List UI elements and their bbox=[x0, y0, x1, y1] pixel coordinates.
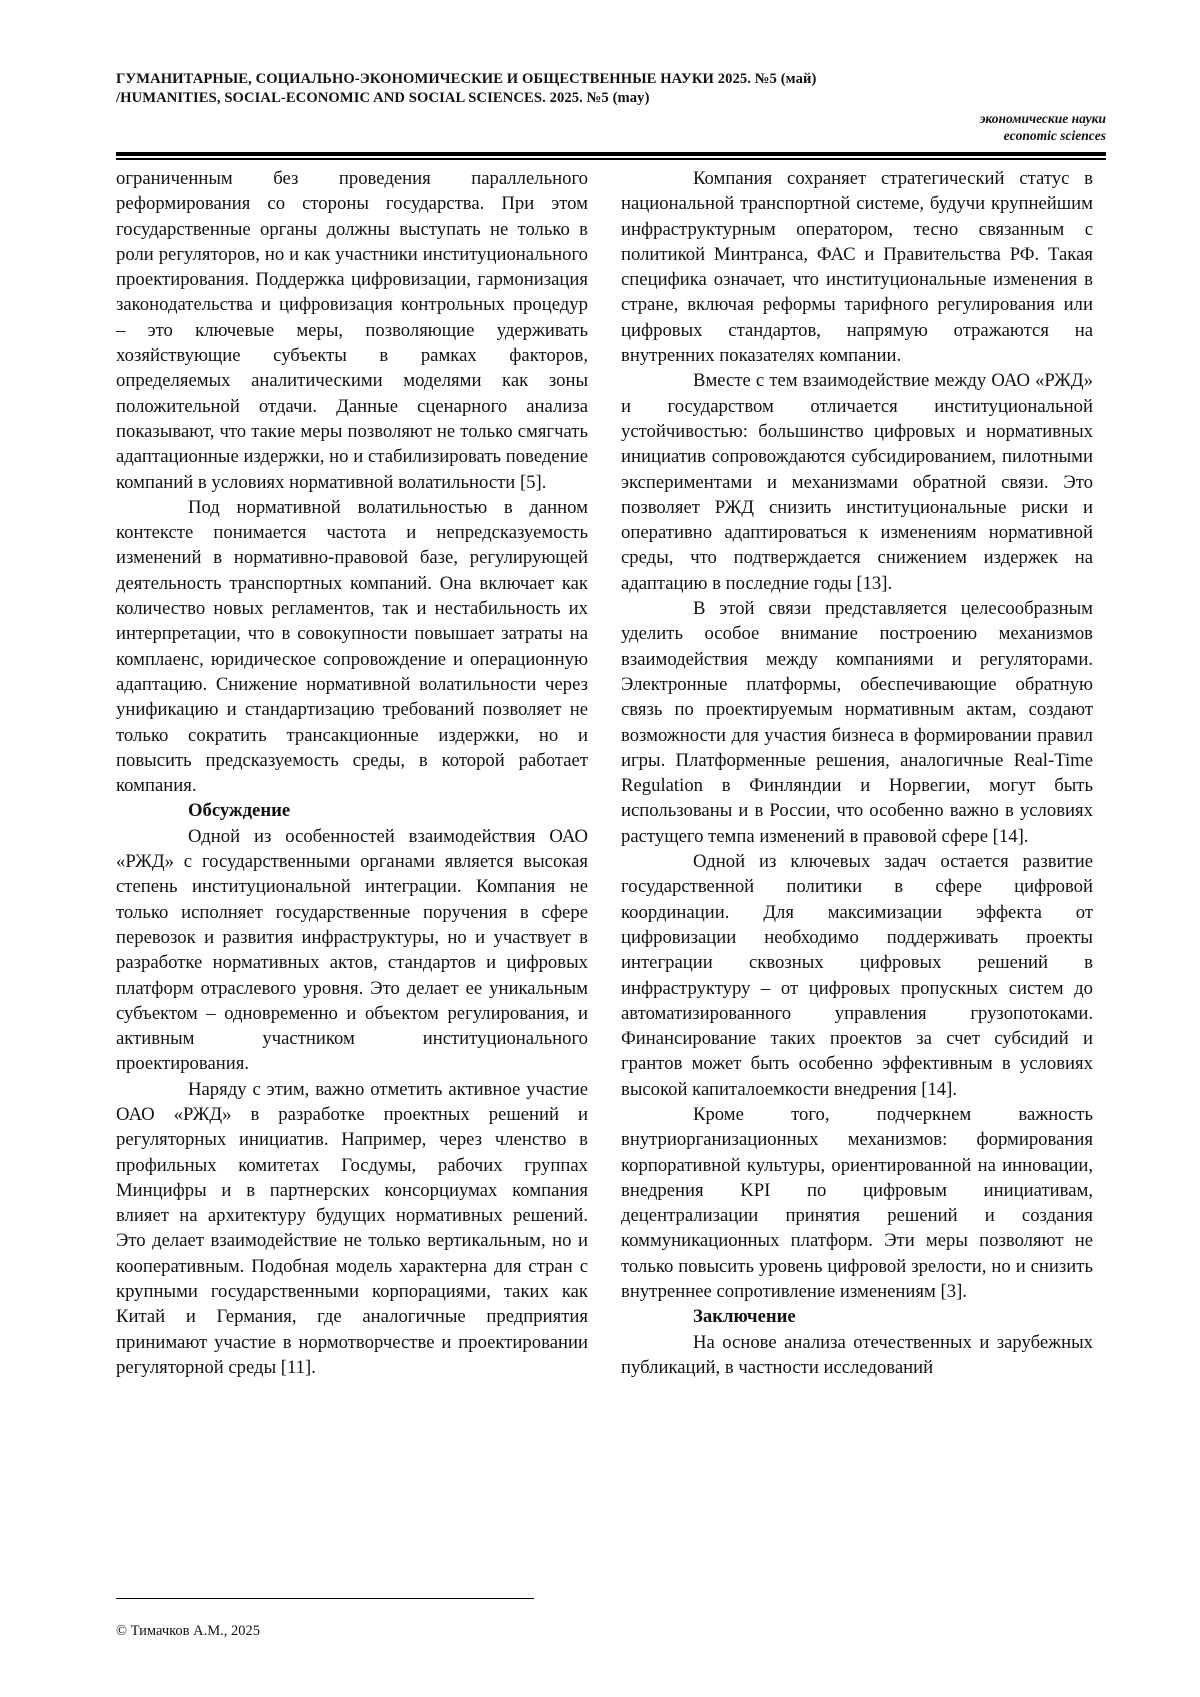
paragraph: Наряду с этим, важно отметить активное участие ОАО «РЖД» в разработке проектных решений и регуляторных инициатив. Например, через членство в профильных комитетах Госдумы, рабочих группах Минцифры и в партнерских консорциумах компания влияет на архитектуру будущих нормативных решений. Это делает взаимодействие не только вертикальным, но и кооперативным. Подобная модель характерна для стран с крупными государственными корпорациями, таких как Китай и Германия, где аналогичные предприятия принимают участие в нормотворчестве и проектировании регуляторной среды [11]. bbox=[116, 1078, 588, 1378]
section-category bbox=[980, 110, 1106, 144]
paragraph: Одной из ключевых задач остается развитие государственной политики в сфере цифровой координации. Для максимизации эффекта от цифровизации необходимо поддерживать проекты интеграции сквозных цифровых решений в инфраструктуру – от цифровых пропускных систем до автоматизированного управления грузопотоками. Финансирование таких проектов за счет субсидий и грантов может быть особенно эффективным в условиях высокой капиталоемкости внедрения [14]. bbox=[621, 851, 1093, 1100]
paragraph: На основе анализа отечественных и зарубежных публикаций, в частности исследований bbox=[621, 1331, 1093, 1378]
paragraph: Под нормативной волатильностью в данном контексте понимается частота и непредсказуемость изменений в нормативно-правовой базе, регулирующей деятельность транспортных компаний. Она включает как количество новых регламентов, так и нестабильность их интерпретации, что в совокупности повышает затраты на комплаенс, юридическое сопровождение и операционную адаптацию. Снижение нормативной волатильности через унификацию и стандартизацию требований позволяет не только сократить трансакционные издержки, но и повысить предсказуемость среды, в которой работает компания. bbox=[116, 496, 588, 797]
footnote-rule bbox=[116, 1598, 534, 1599]
header-rule-thick bbox=[116, 152, 1106, 156]
left-column bbox=[116, 166, 588, 1380]
category-ru: экономические науки bbox=[979, 111, 1106, 126]
section-heading-discussion: Обсуждение bbox=[188, 800, 291, 822]
category-en: economic sciences bbox=[1003, 128, 1106, 143]
header-rule-thin bbox=[116, 158, 1106, 160]
running-header bbox=[116, 70, 1106, 143]
right-column bbox=[621, 166, 1093, 1380]
paragraph: В этой связи представляется целесообразным уделить особое внимание построению механизмов взаимодействия между компаниями и регуляторами. Электронные платформы, обеспечивающие обратную связь по проектируемым нормативным актам, создают возможности для участия бизнеса в формировании правил игры. Платформенные решения, аналогичные Real-Time Regulation в Финляндии и Норвегии, могут быть использованы и в России, что особенно важно в условиях растущего темпа изменений в правовой сфере [14]. bbox=[621, 598, 1093, 847]
paragraph: Компания сохраняет стратегический статус в национальной транспортной системе, будучи крупнейшим инфраструктурным оператором, тесно связанным с политикой Минтранса, ФАС и Правительства РФ. Такая специфика означает, что институциональные изменения в стране, включая реформы тарифного регулирования или цифровых стандартов, напрямую отражаются на внутренних показателях компании. bbox=[621, 168, 1093, 367]
section-heading-conclusion: Заключение bbox=[693, 1306, 796, 1328]
paragraph: Вместе с тем взаимодействие между ОАО «РЖД» и государством отличается институциональной устойчивостью: большинство цифровых и нормативных инициатив сопровождаются субсидированием, пилотными экспериментами и механизмами обратной связи. Это позволяет РЖД снизить институциональные риски и оперативно адаптироваться к изменениям нормативной среды, что подтверждается снижением издержек на адаптацию в последние годы [13]. bbox=[621, 370, 1093, 594]
journal-title-ru: ГУМАНИТАРНЫЕ, СОЦИАЛЬНО-ЭКОНОМИЧЕСКИЕ И ОБЩЕСТВЕННЫЕ НАУКИ 2025. №5 (май) bbox=[116, 71, 817, 87]
journal-title-en: /HUMANITIES, SOCIAL-ECONOMIC AND SOCIAL SCIENCES. 2025. №5 (may) bbox=[116, 90, 650, 106]
paragraph: Кроме того, подчеркнем важность внутриорганизационных механизмов: формирования корпоративной культуры, ориентированной на инновации, внедрения KPI по цифровым инициативам, децентрализации принятия решений и создания коммуникационных платформ. Эти меры позволяют не только повысить уровень цифровой зрелости, но и снизить внутреннее сопротивление изменениям [3]. bbox=[621, 1103, 1093, 1303]
paragraph: ограниченным без проведения параллельного реформирования со стороны государства. При этом государственные органы должны выступать не только в роли регуляторов, но и как участники институционального проектирования. Поддержка цифровизации, гармонизация законодательства и цифровизация контрольных процедур – это ключевые меры, позволяющие удерживать хозяйствующие субъекты в рамках факторов, определяемых аналитическими моделями как зоны положительной отдачи. Данные сценарного анализа показывают, что такие меры позволяют не только смягчать адаптационные издержки, но и стабилизировать поведение компаний в условиях нормативной волатильности [5]. bbox=[116, 168, 588, 493]
copyright-note: © Тимачков А.М., 2025 bbox=[116, 1623, 261, 1639]
paragraph: Одной из особенностей взаимодействия ОАО «РЖД» с государственными органами является высокая степень институциональной интеграции. Компания не только исполняет государственные поручения в сфере перевозок и развития инфраструктуры, но и участвует в разработке нормативных актов, стандартов и цифровых платформ отраслевого уровня. Это делает ее уникальным субъектом – одновременно и объектом регулирования, и активным участником институционального проектирования. bbox=[116, 825, 588, 1075]
